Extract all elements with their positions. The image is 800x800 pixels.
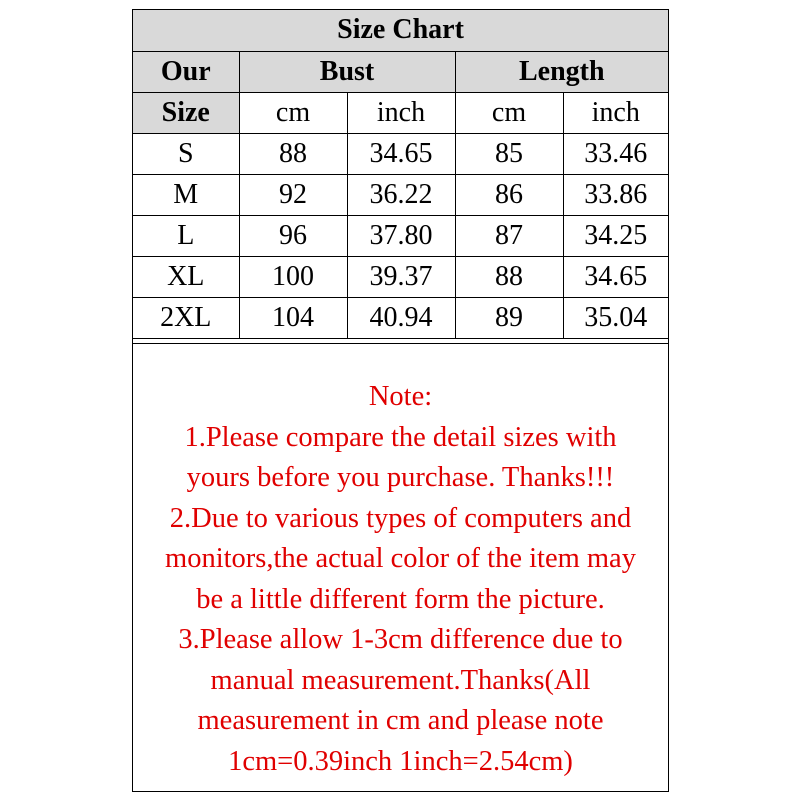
bust-cm-cell: 100 bbox=[239, 256, 347, 297]
bust-header: Bust bbox=[239, 51, 455, 92]
table-row bbox=[133, 215, 668, 256]
note-line: monitors,the actual color of the item may bbox=[165, 543, 636, 574]
bust-inch-cell: 37.80 bbox=[347, 215, 455, 256]
bust-cm-cell: 92 bbox=[239, 174, 347, 215]
note-line: yours before you purchase. Thanks!!! bbox=[186, 462, 615, 493]
bust-inch-cell: 34.65 bbox=[347, 133, 455, 174]
length-header: Length bbox=[455, 51, 668, 92]
size-cell: L bbox=[133, 215, 239, 256]
length-cm-header: cm bbox=[455, 92, 563, 133]
length-cm-cell: 85 bbox=[455, 133, 563, 174]
bust-inch-cell: 40.94 bbox=[347, 297, 455, 338]
table-row bbox=[133, 256, 668, 297]
length-inch-cell: 35.04 bbox=[563, 297, 668, 338]
length-inch-cell: 34.65 bbox=[563, 256, 668, 297]
chart-title: Size Chart bbox=[133, 10, 668, 51]
size-header-line1: Our bbox=[133, 51, 239, 92]
note-line: 1cm=0.39inch 1inch=2.54cm) bbox=[228, 745, 573, 777]
length-inch-header: inch bbox=[563, 92, 668, 133]
note-line: 2.Due to various types of computers and bbox=[169, 502, 632, 534]
note-line: measurement in cm and please note bbox=[197, 705, 604, 736]
size-cell: XL bbox=[133, 256, 239, 297]
bust-cm-cell: 104 bbox=[239, 297, 347, 338]
size-table bbox=[133, 10, 668, 339]
length-inch-cell: 33.86 bbox=[563, 174, 668, 215]
bust-cm-cell: 88 bbox=[239, 133, 347, 174]
table-row bbox=[133, 133, 668, 174]
bust-inch-header: inch bbox=[347, 92, 455, 133]
table-row bbox=[133, 174, 668, 215]
length-inch-cell: 34.25 bbox=[563, 215, 668, 256]
note-line: be a little different form the picture. bbox=[196, 583, 605, 615]
note-line: 1.Please compare the detail sizes with bbox=[184, 421, 617, 453]
size-cell: S bbox=[133, 133, 239, 174]
length-cm-cell: 86 bbox=[455, 174, 563, 215]
bust-cm-header: cm bbox=[239, 92, 347, 133]
size-chart bbox=[132, 9, 669, 792]
bust-cm-cell: 96 bbox=[239, 215, 347, 256]
length-inch-cell: 33.46 bbox=[563, 133, 668, 174]
length-cm-cell: 89 bbox=[455, 297, 563, 338]
bust-inch-cell: 39.37 bbox=[347, 256, 455, 297]
note-line: manual measurement.Thanks(All bbox=[210, 664, 591, 696]
length-cm-cell: 88 bbox=[455, 256, 563, 297]
note-heading: Note: bbox=[368, 381, 433, 412]
size-cell: 2XL bbox=[133, 297, 239, 338]
table-row bbox=[133, 297, 668, 338]
length-cm-cell: 87 bbox=[455, 215, 563, 256]
bust-inch-cell: 36.22 bbox=[347, 174, 455, 215]
size-cell: M bbox=[133, 174, 239, 215]
note-section bbox=[133, 343, 668, 791]
size-header-line2: Size bbox=[133, 92, 239, 133]
note-line: 3.Please allow 1-3cm difference due to bbox=[178, 624, 623, 655]
